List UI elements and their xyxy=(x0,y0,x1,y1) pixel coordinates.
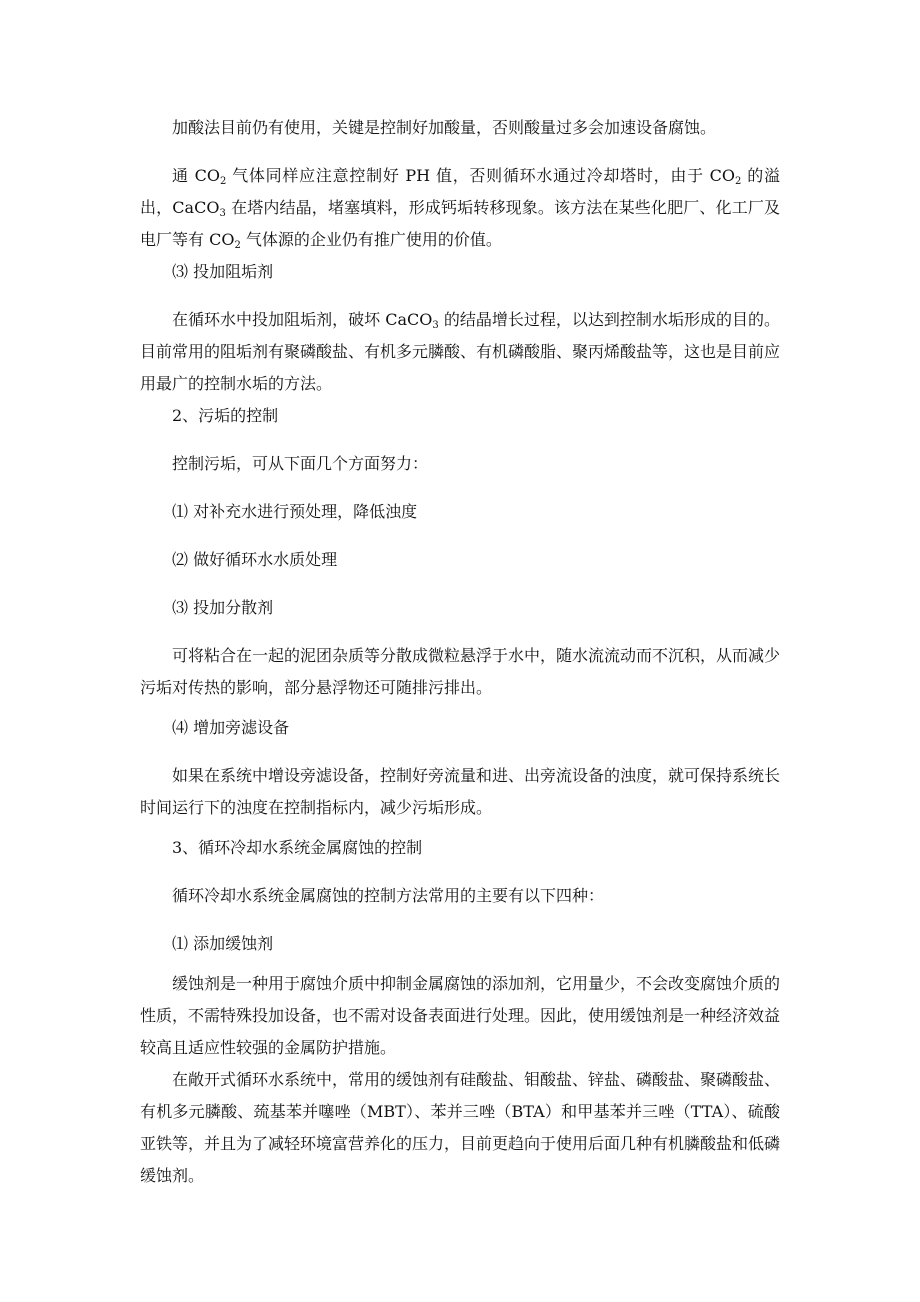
text-segment: 的溢出，CaCO xyxy=(140,166,780,217)
list-item-pretreatment xyxy=(140,496,780,528)
subscript: 3 xyxy=(219,208,226,219)
text-segment: 控制污垢，可从下面几个方面努力： xyxy=(172,454,429,473)
list-item-water-quality xyxy=(140,544,780,576)
text-segment: 在敞开式循环水系统中，常用的缓蚀剂有硅酸盐、钼酸盐、锌盐、磷酸盐、聚磷酸盐、有机多元膦酸、巯基苯并噻唑（MBT）、苯并三唑（BTA）和甲基苯并三唑（TTA）、硫酸亚铁等，并且为了减轻环境富营养化的压力，目前更趋向于使用后面几种有机膦酸盐和低磷缓蚀剂。 xyxy=(140,1070,781,1185)
heading-fouling-control xyxy=(140,400,780,432)
list-item-side-filter xyxy=(140,712,780,744)
paragraph-co2-method xyxy=(140,160,780,256)
paragraph-open-system-inhibitors xyxy=(140,1064,780,1192)
text-segment: 加酸法目前仍有使用，关键是控制好加酸量，否则酸量过多会加速设备腐蚀。 xyxy=(172,118,717,137)
subscript: 2 xyxy=(219,176,227,187)
text-segment: ⑴ 对补充水进行预处理，降低浊度 xyxy=(172,502,418,521)
text-segment: ⑴ 添加缓蚀剂 xyxy=(172,934,274,953)
text-segment: 2、污垢的控制 xyxy=(172,406,279,425)
text-segment: 的结晶增长过程，以达到控制水垢形成的目的。目前常用的阻垢剂有聚磷酸盐、有机多元膦酸、有机磷酸脂、聚丙烯酸盐等，这也是目前应用最广的控制水垢的方法。 xyxy=(140,310,781,393)
paragraph-dispersant xyxy=(140,640,780,704)
text-segment: ⑵ 做好循环水水质处理 xyxy=(172,550,338,569)
list-item-dispersant xyxy=(140,592,780,624)
paragraph-scale-inhibitor xyxy=(140,304,780,400)
paragraph-acid-method xyxy=(140,112,780,144)
text-segment: ⑶ 投加阻垢剂 xyxy=(172,262,274,281)
text-segment: 通 CO xyxy=(172,166,220,185)
heading-add-scale-inhibitor xyxy=(140,256,780,288)
text-segment: 缓蚀剂是一种用于腐蚀介质中抑制金属腐蚀的添加剂，它用量少，不会改变腐蚀介质的性质，不需特殊投加设备，也不需对设备表面进行处理。因此，使用缓蚀剂是一种经济效益较高且适应性较强的金属防护措施。 xyxy=(140,974,781,1057)
text-segment: 在循环水中投加阻垢剂，破坏 CaCO xyxy=(172,310,433,329)
text-segment: ⑶ 投加分散剂 xyxy=(172,598,274,617)
text-segment: 3、循环冷却水系统金属腐蚀的控制 xyxy=(172,838,423,857)
text-segment: 气体源的企业仍有推广使用的价值。 xyxy=(240,230,502,249)
paragraph-corrosion-inhibitor xyxy=(140,968,780,1064)
text-segment: 可将粘合在一起的泥团杂质等分散成微粒悬浮于水中，随水流流动而不沉积，从而减少污垢对传热的影响，部分悬浮物还可随排污排出。 xyxy=(140,646,781,697)
subscript: 2 xyxy=(234,240,241,251)
text-segment: ⑷ 增加旁滤设备 xyxy=(172,718,290,737)
text-segment: 气体同样应注意控制好 PH 值，否则循环水通过冷却塔时，由于 CO xyxy=(226,166,736,185)
list-item-corrosion-inhibitor xyxy=(140,928,780,960)
paragraph-fouling-intro xyxy=(140,448,780,480)
paragraph-side-filter xyxy=(140,760,780,824)
paragraph-corrosion-intro xyxy=(140,880,780,912)
text-segment: 如果在系统中增设旁滤设备，控制好旁流量和进、出旁流设备的浊度，就可保持系统长时间运行下的浊度在控制指标内，减少污垢形成。 xyxy=(140,766,781,817)
subscript: 2 xyxy=(735,176,742,187)
text-segment: 在塔内结晶，堵塞填料，形成钙垢转移现象。该方法在某些化肥厂、化工厂及电厂等有 CO xyxy=(140,198,780,249)
heading-corrosion-control xyxy=(140,832,780,864)
text-segment: 循环冷却水系统金属腐蚀的控制方法常用的主要有以下四种： xyxy=(172,886,605,905)
subscript: 3 xyxy=(432,320,439,331)
